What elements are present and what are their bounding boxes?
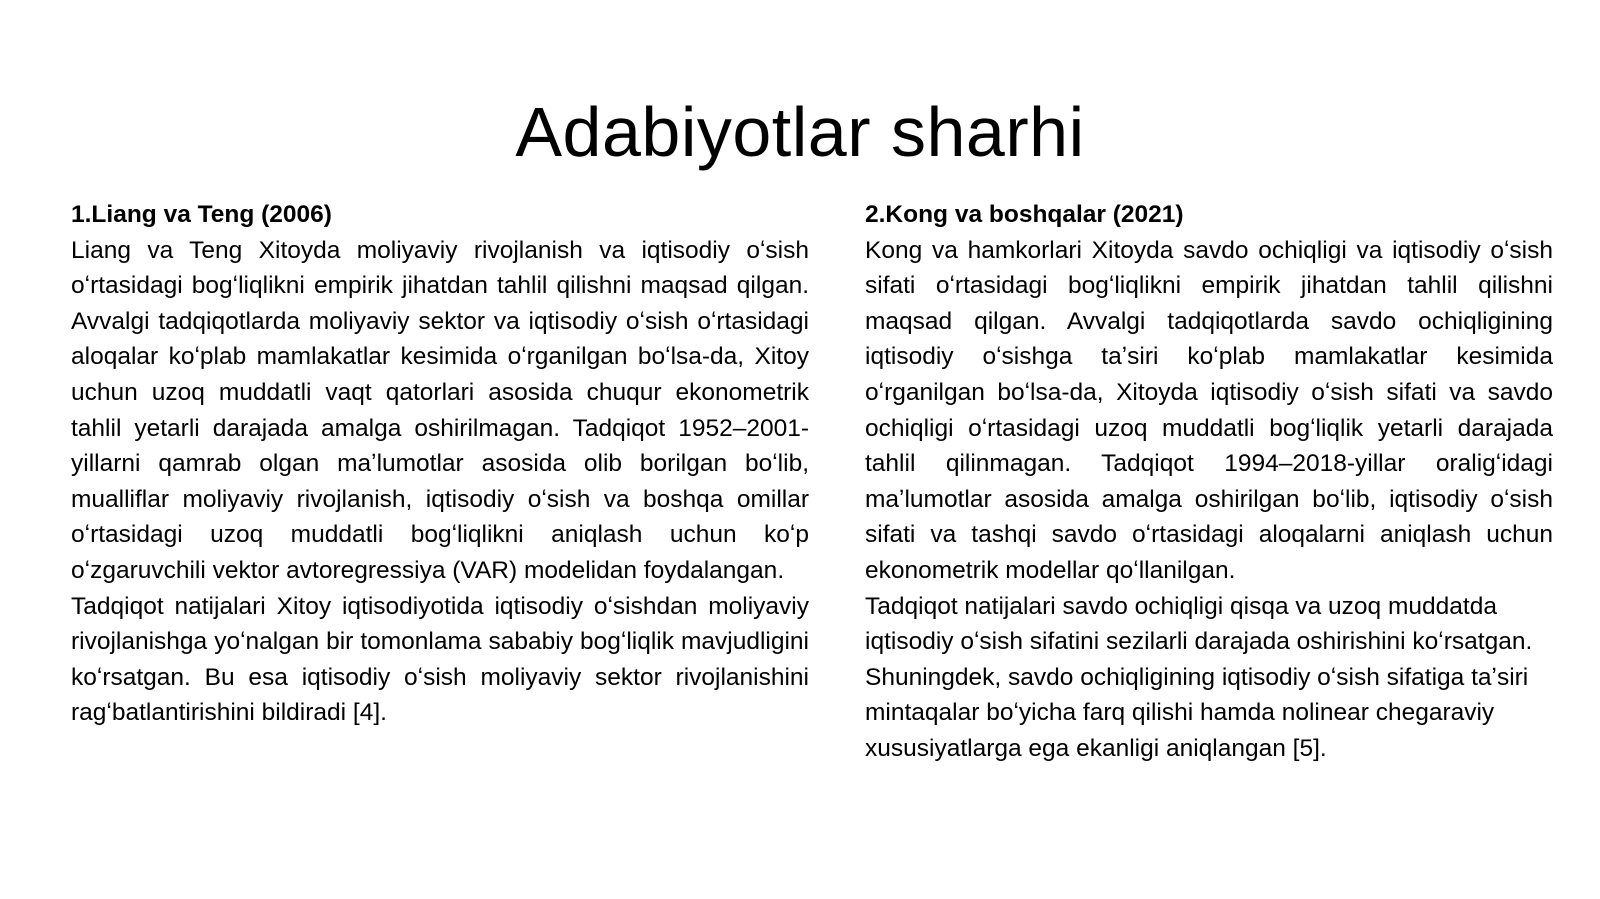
- right-column-heading: 2.Kong va boshqalar (2021): [865, 201, 1184, 228]
- left-column-paragraph-1: Liang va Teng Xitoyda moliyaviy rivojlanish va iqtisodiy oʻsish oʻrtasidagi bogʻliqlikni empirik jihatdan tahlil qilishni maqsad qilgan. Avvalgi tadqiqotlarda moliyaviy sektor va iqtisodiy oʻsish oʻrtasidagi aloqalar koʻplab mamlakatlar kesimida oʻrganilgan boʻlsa-da, Xitoy uchun uzoq muddatli vaqt qatorlari asosida chuqur ekonometrik tahlil yetarli darajada amalga oshirilmagan. Tadqiqot 1952–2001-yillarni qamrab olgan maʼlumotlar asosida olib borilgan boʻlib, mualliflar moliyaviy rivojlanish, iqtisodiy oʻsish va boshqa omillar oʻrtasidagi uzoq muddatli bogʻliqlikni aniqlash uchun koʻp oʻzgaruvchili vektor avtoregressiya (VAR) modelidan foydalangan.: [71, 236, 809, 584]
- right-column: [865, 197, 1553, 767]
- left-column-paragraph-2: Tadqiqot natijalari Xitoy iqtisodiyotida iqtisodiy oʻsishdan moliyaviy rivojlanishga yoʻnalgan bir tomonlama sababiy bogʻliqlik mavjudligini koʻrsatgan. Bu esa iqtisodiy oʻsish moliyaviy sektor rivojlanishini ragʻbatlantirishini bildiradi [4].: [71, 592, 809, 727]
- left-column: [71, 197, 809, 731]
- left-column-heading: 1.Liang va Teng (2006): [71, 201, 332, 228]
- right-column-paragraph-1: Kong va hamkorlari Xitoyda savdo ochiqligi va iqtisodiy oʻsish sifati oʻrtasidagi bogʻliqlikni empirik jihatdan tahlil qilishni maqsad qilgan. Avvalgi tadqiqotlarda savdo ochiqligining iqtisodiy oʻsishga taʼsiri koʻplab mamlakatlar kesimida oʻrganilgan boʻlsa-da, Xitoyda iqtisodiy oʻsish sifati va savdo ochiqligi oʻrtasidagi uzoq muddatli bogʻliqlik yetarli darajada tahlil qilinmagan. Tadqiqot 1994–2018-yillar oraligʻidagi maʼlumotlar asosida amalga oshirilgan boʻlib, iqtisodiy oʻsish sifati va tashqi savdo oʻrtasidagi aloqalarni aniqlash uchun ekonometrik modellar qoʻllanilgan.: [865, 236, 1553, 584]
- right-column-paragraph-2: Tadqiqot natijalari savdo ochiqligi qisqa va uzoq muddatda iqtisodiy oʻsish sifatini sezilarli darajada oshirishini koʻrsatgan. Shuningdek, savdo ochiqligining iqtisodiy oʻsish sifatiga taʼsiri mintaqalar boʻyicha farq qilishi hamda nolinear chegaraviy xususiyatlarga ega ekanligi aniqlangan [5].: [865, 592, 1533, 762]
- slide-title: Adabiyotlar sharhi: [515, 93, 1085, 171]
